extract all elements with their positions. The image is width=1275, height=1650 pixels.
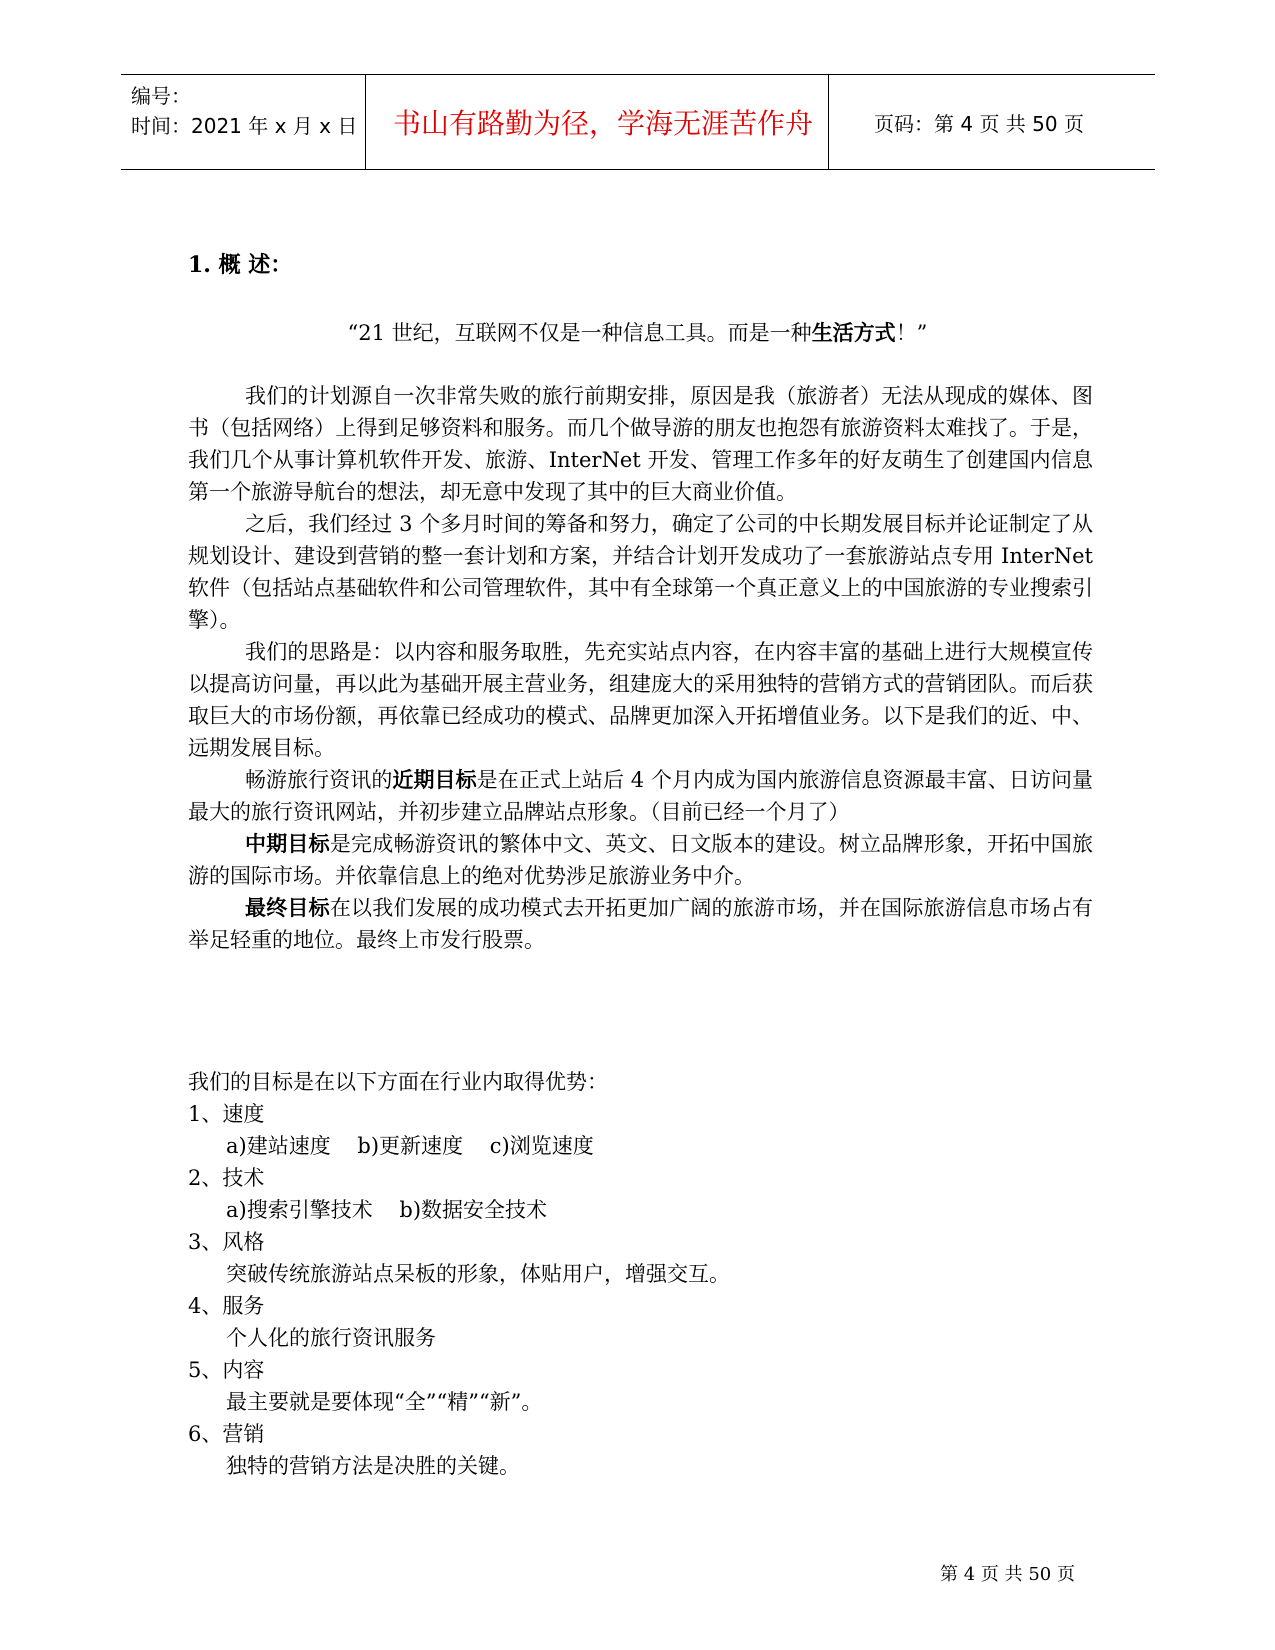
paragraph (188, 892, 1093, 956)
quote-text: “21 世纪，互联网不仅是一种信息工具。而是一种 (347, 321, 812, 345)
goal-item-title: 4、服务 (188, 1294, 265, 1318)
goal-item-title: 1、速度 (188, 1102, 265, 1126)
header-motto: 书山有路勤为径，学海无涯苦作舟 (392, 107, 813, 140)
goal-item-title: 3、风格 (188, 1230, 265, 1254)
section-title: 1. 概 述： (188, 252, 293, 278)
document-number-label: 编号： (131, 84, 191, 108)
header-table (121, 74, 1155, 170)
document-time-label: 时间：2021 年 x 月 x 日 (131, 114, 358, 138)
body-text (188, 380, 1093, 956)
header-page-number: 页码：第 4 页 共 50 页 (874, 111, 1084, 136)
paragraph-text: 畅游旅行资讯的 (245, 768, 393, 792)
paragraph: 我们的思路是：以内容和服务取胜，先充实站点内容，在内容丰富的基础上进行大规模宣传以提高访问量，再以此为基础开展主营业务，组建庞大的采用独特的营销方式的营销团队。而后获取巨大的市场份额，再依靠已经成功的模式、品牌更加深入开拓增值业务。以下是我们的近、中、远期发展目标。 (188, 640, 1093, 760)
final-goal-label: 最终目标 (245, 896, 330, 920)
goals-list (188, 1066, 730, 1482)
goal-item-detail: a)建站速度 b)更新速度 c)浏览速度 (226, 1134, 594, 1158)
goal-item-detail: 最主要就是要体现“全”“精”“新”。 (226, 1390, 543, 1414)
header-meta (131, 81, 357, 141)
paragraph-text: 是完成畅游资讯的繁体中文、英文、日文版本的建设。树立品牌形象，开拓中国旅游的国际市场。并依靠信息上的绝对优势涉足旅游业务中介。 (188, 832, 1094, 888)
goal-item-detail: a)搜索引擎技术 b)数据安全技术 (226, 1198, 548, 1222)
goal-item-title: 5、内容 (188, 1358, 265, 1382)
goal-item-detail: 个人化的旅行资讯服务 (226, 1326, 436, 1350)
paragraph: 之后，我们经过 3 个多月时间的筹备和努力，确定了公司的中长期发展目标并论证制定了从规划设计、建设到营销的整一套计划和方案，并结合计划开发成功了一套旅游站点专用 InterNet 软件（包括站点基础软件和公司管理软件，其中有全球第一个真正意义上的中国旅游的专业搜索引擎）。 (188, 512, 1093, 632)
paragraph: 我们的计划源自一次非常失败的旅行前期安排，原因是我（旅游者）无法从现成的媒体、图书（包括网络）上得到足够资料和服务。而几个做导游的朋友也抱怨有旅游资料太难找了。于是，我们几个从事计算机软件开发、旅游、InterNet 开发、管理工作多年的好友萌生了创建国内信息第一个旅游导航台的想法，却无意中发现了其中的巨大商业价值。 (188, 384, 1093, 504)
quote-text-end: ！” (895, 321, 928, 345)
paragraph-text: 是在正式上站后 4 个月内成为国内旅游信息资源最丰富、日访问量最大的旅行资讯网站，并初步建立品牌站点形象。（目前已经一个月了） (188, 768, 1094, 824)
goal-item-detail: 独特的营销方法是决胜的关键。 (226, 1454, 520, 1478)
paragraph (188, 764, 1093, 828)
goal-item-title: 2、技术 (188, 1166, 265, 1190)
goal-item-title: 6、营销 (188, 1422, 265, 1446)
goal-item-detail: 突破传统旅游站点呆板的形象，体贴用户，增强交互。 (226, 1262, 730, 1286)
short-term-goal-label: 近期目标 (392, 768, 477, 792)
page-footer: 第 4 页 共 50 页 (940, 1564, 1075, 1585)
quote-emphasis: 生活方式 (811, 320, 896, 345)
paragraph (188, 828, 1093, 892)
intro-quote (0, 317, 1275, 347)
mid-term-goal-label: 中期目标 (245, 832, 330, 856)
paragraph-text: 在以我们发展的成功模式去开拓更加广阔的旅游市场，并在国际旅游信息市场占有举足轻重的地位。最终上市发行股票。 (188, 896, 1094, 952)
goals-intro: 我们的目标是在以下方面在行业内取得优势： (188, 1070, 608, 1094)
